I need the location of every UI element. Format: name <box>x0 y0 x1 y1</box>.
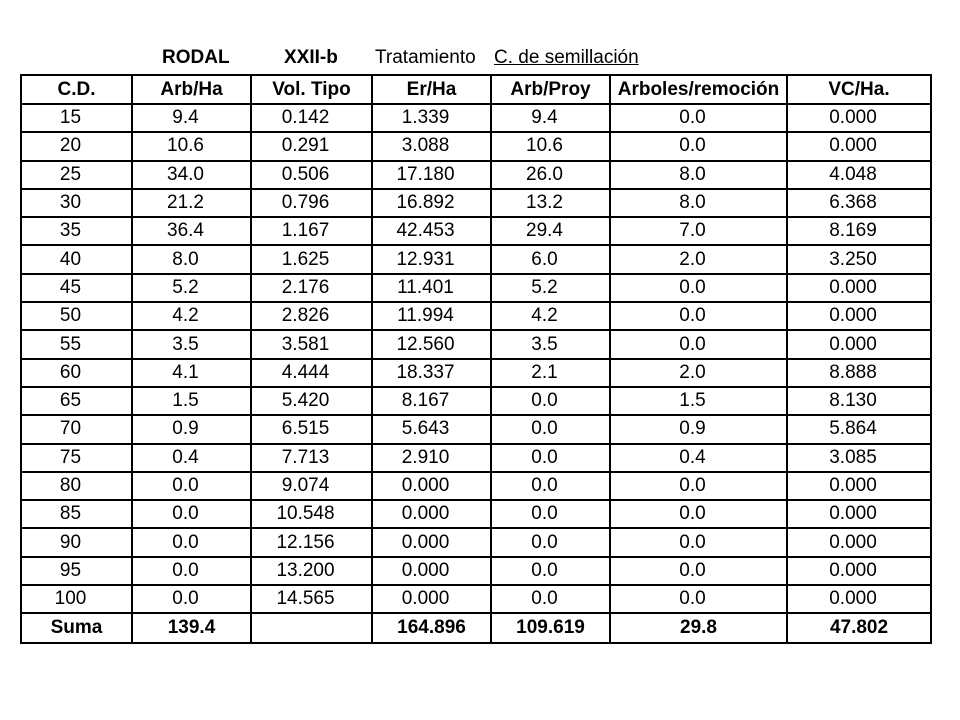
cell-arb-ha: 0.0 <box>132 528 251 556</box>
cell-arb-ha: 0.0 <box>132 585 251 613</box>
cell-arb-proy: 13.2 <box>491 189 610 217</box>
cell-er-ha: 0.000 <box>372 557 491 585</box>
table-body <box>21 75 931 643</box>
cell-vol-tipo: 13.200 <box>251 557 372 585</box>
cell-arb-ha: 36.4 <box>132 217 251 245</box>
cell-arb-proy: 0.0 <box>491 472 610 500</box>
data-table <box>20 74 932 644</box>
cell-arb-ha: 0.9 <box>132 415 251 443</box>
cell-vol-tipo: 10.548 <box>251 500 372 528</box>
cell-er-ha: 42.453 <box>372 217 491 245</box>
cell-er-ha: 164.896 <box>372 613 491 643</box>
tratamiento-value: C. de semillación <box>494 47 639 68</box>
cell-arboles-remocion: 0.0 <box>610 500 787 528</box>
table-row <box>21 359 931 387</box>
cell-arb-ha: 34.0 <box>132 161 251 189</box>
cell-er-ha: 16.892 <box>372 189 491 217</box>
cell-vol-tipo: 0.506 <box>251 161 372 189</box>
cell-vc-ha: 0.000 <box>787 274 931 302</box>
table-row <box>21 585 931 613</box>
cell-cd: 75 <box>21 444 132 472</box>
cell-arboles-remocion: 0.0 <box>610 585 787 613</box>
cell-arb-ha: 4.1 <box>132 359 251 387</box>
cell-arboles-remocion: 29.8 <box>610 613 787 643</box>
cell-arb-proy: 109.619 <box>491 613 610 643</box>
cell-cd: 70 <box>21 415 132 443</box>
column-header-arb-proy: Arb/Proy <box>491 75 610 104</box>
cell-arb-proy: 0.0 <box>491 415 610 443</box>
cell-arboles-remocion: 8.0 <box>610 161 787 189</box>
cell-vol-tipo: 5.420 <box>251 387 372 415</box>
cell-er-ha: 18.337 <box>372 359 491 387</box>
cell-vc-ha: 0.000 <box>787 557 931 585</box>
cell-arb-ha: 4.2 <box>132 302 251 330</box>
cell-cd: 35 <box>21 217 132 245</box>
cell-er-ha: 5.643 <box>372 415 491 443</box>
cell-cd: 20 <box>21 132 132 160</box>
table-row <box>21 132 931 160</box>
cell-er-ha: 17.180 <box>372 161 491 189</box>
cell-cd: 30 <box>21 189 132 217</box>
cell-arb-proy: 4.2 <box>491 302 610 330</box>
cell-vc-ha: 47.802 <box>787 613 931 643</box>
cell-vc-ha: 5.864 <box>787 415 931 443</box>
cell-vc-ha: 0.000 <box>787 585 931 613</box>
cell-arboles-remocion: 0.0 <box>610 528 787 556</box>
cell-vol-tipo: 1.167 <box>251 217 372 245</box>
cell-arboles-remocion: 7.0 <box>610 217 787 245</box>
table-row <box>21 444 931 472</box>
rodal-label: RODAL <box>162 47 230 68</box>
cell-arb-ha: 1.5 <box>132 387 251 415</box>
cell-vc-ha: 3.250 <box>787 245 931 273</box>
cell-arb-ha: 9.4 <box>132 104 251 132</box>
cell-vc-ha: 0.000 <box>787 500 931 528</box>
cell-cd: 90 <box>21 528 132 556</box>
cell-vc-ha: 0.000 <box>787 330 931 358</box>
cell-arb-ha: 5.2 <box>132 274 251 302</box>
cell-arboles-remocion: 2.0 <box>610 359 787 387</box>
table-row <box>21 415 931 443</box>
cell-arb-proy: 9.4 <box>491 104 610 132</box>
cell-vol-tipo: 12.156 <box>251 528 372 556</box>
cell-cd: 40 <box>21 245 132 273</box>
cell-vc-ha: 6.368 <box>787 189 931 217</box>
cell-er-ha: 0.000 <box>372 585 491 613</box>
cell-arb-proy: 0.0 <box>491 585 610 613</box>
rodal-value: XXII-b <box>284 47 338 68</box>
cell-arb-ha: 0.4 <box>132 444 251 472</box>
tratamiento-label: Tratamiento <box>375 47 476 68</box>
cell-arboles-remocion: 0.4 <box>610 444 787 472</box>
cell-arb-ha: 8.0 <box>132 245 251 273</box>
cell-arb-ha: 21.2 <box>132 189 251 217</box>
cell-er-ha: 0.000 <box>372 472 491 500</box>
cell-arboles-remocion: 0.9 <box>610 415 787 443</box>
column-header-vol-tipo: Vol. Tipo <box>251 75 372 104</box>
cell-er-ha: 0.000 <box>372 500 491 528</box>
cell-vc-ha: 8.888 <box>787 359 931 387</box>
table-row <box>21 302 931 330</box>
cell-vol-tipo: 14.565 <box>251 585 372 613</box>
table-row <box>21 217 931 245</box>
cell-arb-proy: 6.0 <box>491 245 610 273</box>
cell-arb-proy: 0.0 <box>491 387 610 415</box>
column-header-arb-ha: Arb/Ha <box>132 75 251 104</box>
table-row <box>21 557 931 585</box>
cell-er-ha: 8.167 <box>372 387 491 415</box>
table-row <box>21 161 931 189</box>
cell-vol-tipo: 0.796 <box>251 189 372 217</box>
table-row <box>21 528 931 556</box>
cell-vc-ha: 0.000 <box>787 104 931 132</box>
cell-cd: Suma <box>21 613 132 643</box>
cell-er-ha: 2.910 <box>372 444 491 472</box>
table-row <box>21 245 931 273</box>
cell-arb-ha: 139.4 <box>132 613 251 643</box>
cell-vol-tipo: 3.581 <box>251 330 372 358</box>
cell-arb-proy: 0.0 <box>491 444 610 472</box>
cell-vc-ha: 8.130 <box>787 387 931 415</box>
cell-vc-ha: 0.000 <box>787 528 931 556</box>
cell-er-ha: 12.560 <box>372 330 491 358</box>
cell-cd: 55 <box>21 330 132 358</box>
cell-arb-proy: 5.2 <box>491 274 610 302</box>
header-row <box>21 75 931 104</box>
cell-arboles-remocion: 0.0 <box>610 557 787 585</box>
cell-vol-tipo: 6.515 <box>251 415 372 443</box>
cell-arb-proy: 0.0 <box>491 500 610 528</box>
cell-arb-proy: 10.6 <box>491 132 610 160</box>
cell-cd: 45 <box>21 274 132 302</box>
cell-cd: 100 <box>21 585 132 613</box>
cell-cd: 95 <box>21 557 132 585</box>
cell-arboles-remocion: 2.0 <box>610 245 787 273</box>
table-row <box>21 387 931 415</box>
cell-vol-tipo: 2.176 <box>251 274 372 302</box>
cell-cd: 25 <box>21 161 132 189</box>
cell-cd: 80 <box>21 472 132 500</box>
column-header-vc-ha: VC/Ha. <box>787 75 931 104</box>
cell-vol-tipo <box>251 613 372 643</box>
cell-cd: 15 <box>21 104 132 132</box>
cell-arboles-remocion: 0.0 <box>610 302 787 330</box>
totals-row <box>21 613 931 643</box>
table-caption <box>0 47 960 73</box>
cell-arboles-remocion: 8.0 <box>610 189 787 217</box>
cell-er-ha: 11.994 <box>372 302 491 330</box>
cell-cd: 50 <box>21 302 132 330</box>
cell-arb-ha: 0.0 <box>132 500 251 528</box>
cell-er-ha: 0.000 <box>372 528 491 556</box>
cell-arb-proy: 0.0 <box>491 528 610 556</box>
table-row <box>21 500 931 528</box>
cell-arb-ha: 10.6 <box>132 132 251 160</box>
cell-arboles-remocion: 0.0 <box>610 330 787 358</box>
cell-vol-tipo: 9.074 <box>251 472 372 500</box>
cell-arb-proy: 3.5 <box>491 330 610 358</box>
cell-vol-tipo: 4.444 <box>251 359 372 387</box>
cell-vc-ha: 8.169 <box>787 217 931 245</box>
cell-arb-proy: 29.4 <box>491 217 610 245</box>
column-header-cd: C.D. <box>21 75 132 104</box>
cell-er-ha: 12.931 <box>372 245 491 273</box>
cell-arb-proy: 0.0 <box>491 557 610 585</box>
cell-vol-tipo: 0.142 <box>251 104 372 132</box>
cell-er-ha: 11.401 <box>372 274 491 302</box>
cell-vc-ha: 0.000 <box>787 302 931 330</box>
cell-vol-tipo: 0.291 <box>251 132 372 160</box>
cell-arb-proy: 2.1 <box>491 359 610 387</box>
cell-cd: 60 <box>21 359 132 387</box>
cell-arb-ha: 0.0 <box>132 472 251 500</box>
cell-vc-ha: 0.000 <box>787 132 931 160</box>
table-row <box>21 330 931 358</box>
cell-cd: 85 <box>21 500 132 528</box>
cell-vc-ha: 0.000 <box>787 472 931 500</box>
cell-arboles-remocion: 0.0 <box>610 104 787 132</box>
cell-arb-ha: 0.0 <box>132 557 251 585</box>
column-header-arboles-remocion: Arboles/remoción <box>610 75 787 104</box>
table-row <box>21 472 931 500</box>
cell-arboles-remocion: 0.0 <box>610 274 787 302</box>
cell-er-ha: 1.339 <box>372 104 491 132</box>
cell-arb-ha: 3.5 <box>132 330 251 358</box>
table-row <box>21 274 931 302</box>
cell-vc-ha: 4.048 <box>787 161 931 189</box>
cell-vol-tipo: 1.625 <box>251 245 372 273</box>
cell-arboles-remocion: 0.0 <box>610 472 787 500</box>
table-row <box>21 104 931 132</box>
cell-er-ha: 3.088 <box>372 132 491 160</box>
cell-arb-proy: 26.0 <box>491 161 610 189</box>
cell-vol-tipo: 7.713 <box>251 444 372 472</box>
cell-arboles-remocion: 1.5 <box>610 387 787 415</box>
cell-cd: 65 <box>21 387 132 415</box>
cell-vol-tipo: 2.826 <box>251 302 372 330</box>
cell-vc-ha: 3.085 <box>787 444 931 472</box>
column-header-er-ha: Er/Ha <box>372 75 491 104</box>
table-row <box>21 189 931 217</box>
cell-arboles-remocion: 0.0 <box>610 132 787 160</box>
